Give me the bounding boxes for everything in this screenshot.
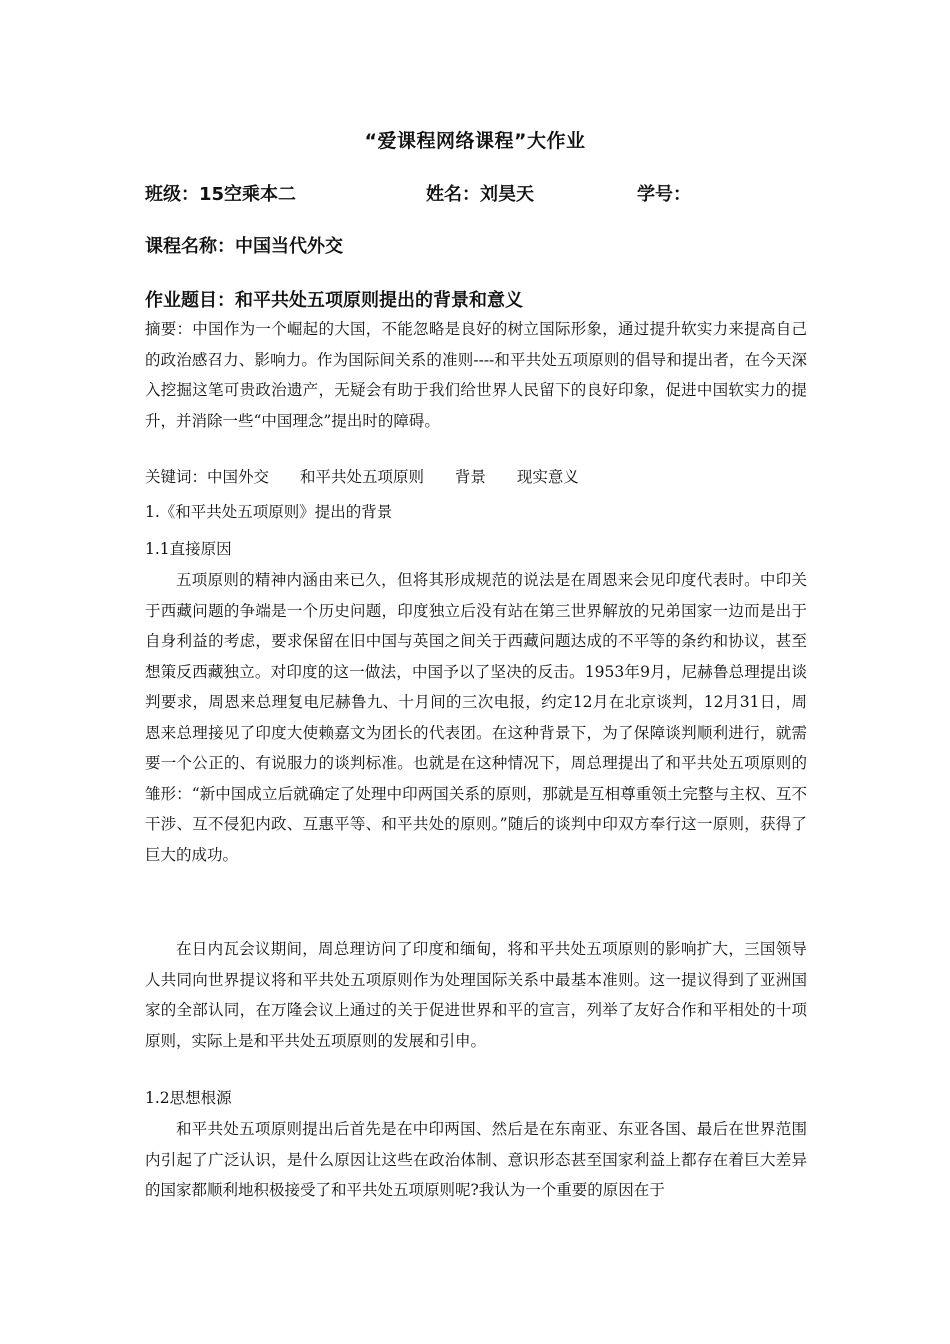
- name-label: 姓名：刘昊天: [426, 184, 534, 205]
- keywords-line: [145, 465, 605, 487]
- abstract-paragraph: 摘要：中国作为一个崛起的大国，不能忽略是良好的树立国际形象，通过提升软实力来提高自己的政治感召力、影响力。作为国际间关系的准则----和平共处五项原则的倡导和提出者，在今天深入挖掘这笔可贵政治遗产，无疑会有助于我们给世界人民留下的良好印象，促进中国软实力的提升，并消除一些“中国理念”提出时的障碍。: [145, 320, 807, 430]
- keyword-item: 背景: [454, 468, 486, 486]
- assignment-topic: 作业题目：和平共处五项原则提出的背景和意义: [145, 290, 523, 311]
- body-paragraph: 在日内瓦会议期间，周总理访问了印度和缅甸，将和平共处五项原则的影响扩大，三国领导人共同向世界提议将和平共处五项原则作为处理国际关系中最基本准则。这一提议得到了亚洲国家的全部认同，在万隆会议上通过的关于促进世界和平的宣言，列举了友好合作和平相处的十项原则，实际上是和平共处五项原则的发展和引申。: [145, 940, 807, 1050]
- class-label: 班级：15空乘本二: [145, 184, 297, 205]
- section-heading: 1.《和平共处五项原则》提出的背景: [145, 503, 393, 521]
- keywords-label: 关键词：中国外交: [145, 468, 270, 486]
- course-name: 课程名称：中国当代外交: [145, 236, 343, 257]
- student-id-label: 学号：: [637, 184, 691, 205]
- body-paragraph: 五项原则的精神内涵由来已久，但将其形成规范的说法是在周恩来会见印度代表时。中印关于西藏问题的争端是一个历史问题，印度独立后没有站在第三世界解放的兄弟国家一边而是出于自身利益的考虑，要求保留在旧中国与英国之间关于西藏问题达成的不平等的条约和协议，甚至想策反西藏独立。对印度的这一做法，中国予以了坚决的反击。1953年9月，尼赫鲁总理提出谈判要求，周恩来总理复电尼赫鲁九、十月间的三次电报，约定12月在北京谈判，12月31日，周恩来总理接见了印度大使赖嘉文为团长的代表团。在这种背景下，为了保障谈判顺利进行，就需要一个公正的、有说服力的谈判标准。也就是在这种情况下，周总理提出了和平共处五项原则的雏形：“新中国成立后就确定了处理中印两国关系的原则，那就是互相尊重领土完整与主权、互不干涉、互不侵犯内政、互惠平等、和平共处的原则。”随后的谈判中印双方奉行这一原则，获得了巨大的成功。: [145, 571, 807, 864]
- document-title: “爱课程网络课程”大作业: [364, 130, 586, 152]
- keyword-item: 和平共处五项原则: [299, 468, 424, 486]
- subsection-heading: 1.2思想根源: [145, 1089, 232, 1107]
- subsection-heading: 1.1直接原因: [145, 540, 232, 558]
- keyword-item: 现实意义: [516, 468, 579, 486]
- body-paragraph: 和平共处五项原则提出后首先是在中印两国、然后是在东南亚、东亚各国、最后在世界范围内引起了广泛认识，是什么原因让这些在政治体制、意识形态甚至国家利益上都存在着巨大差异的国家都顺利地积极接受了和平共处五项原则呢?我认为一个重要的原因在于: [145, 1120, 807, 1199]
